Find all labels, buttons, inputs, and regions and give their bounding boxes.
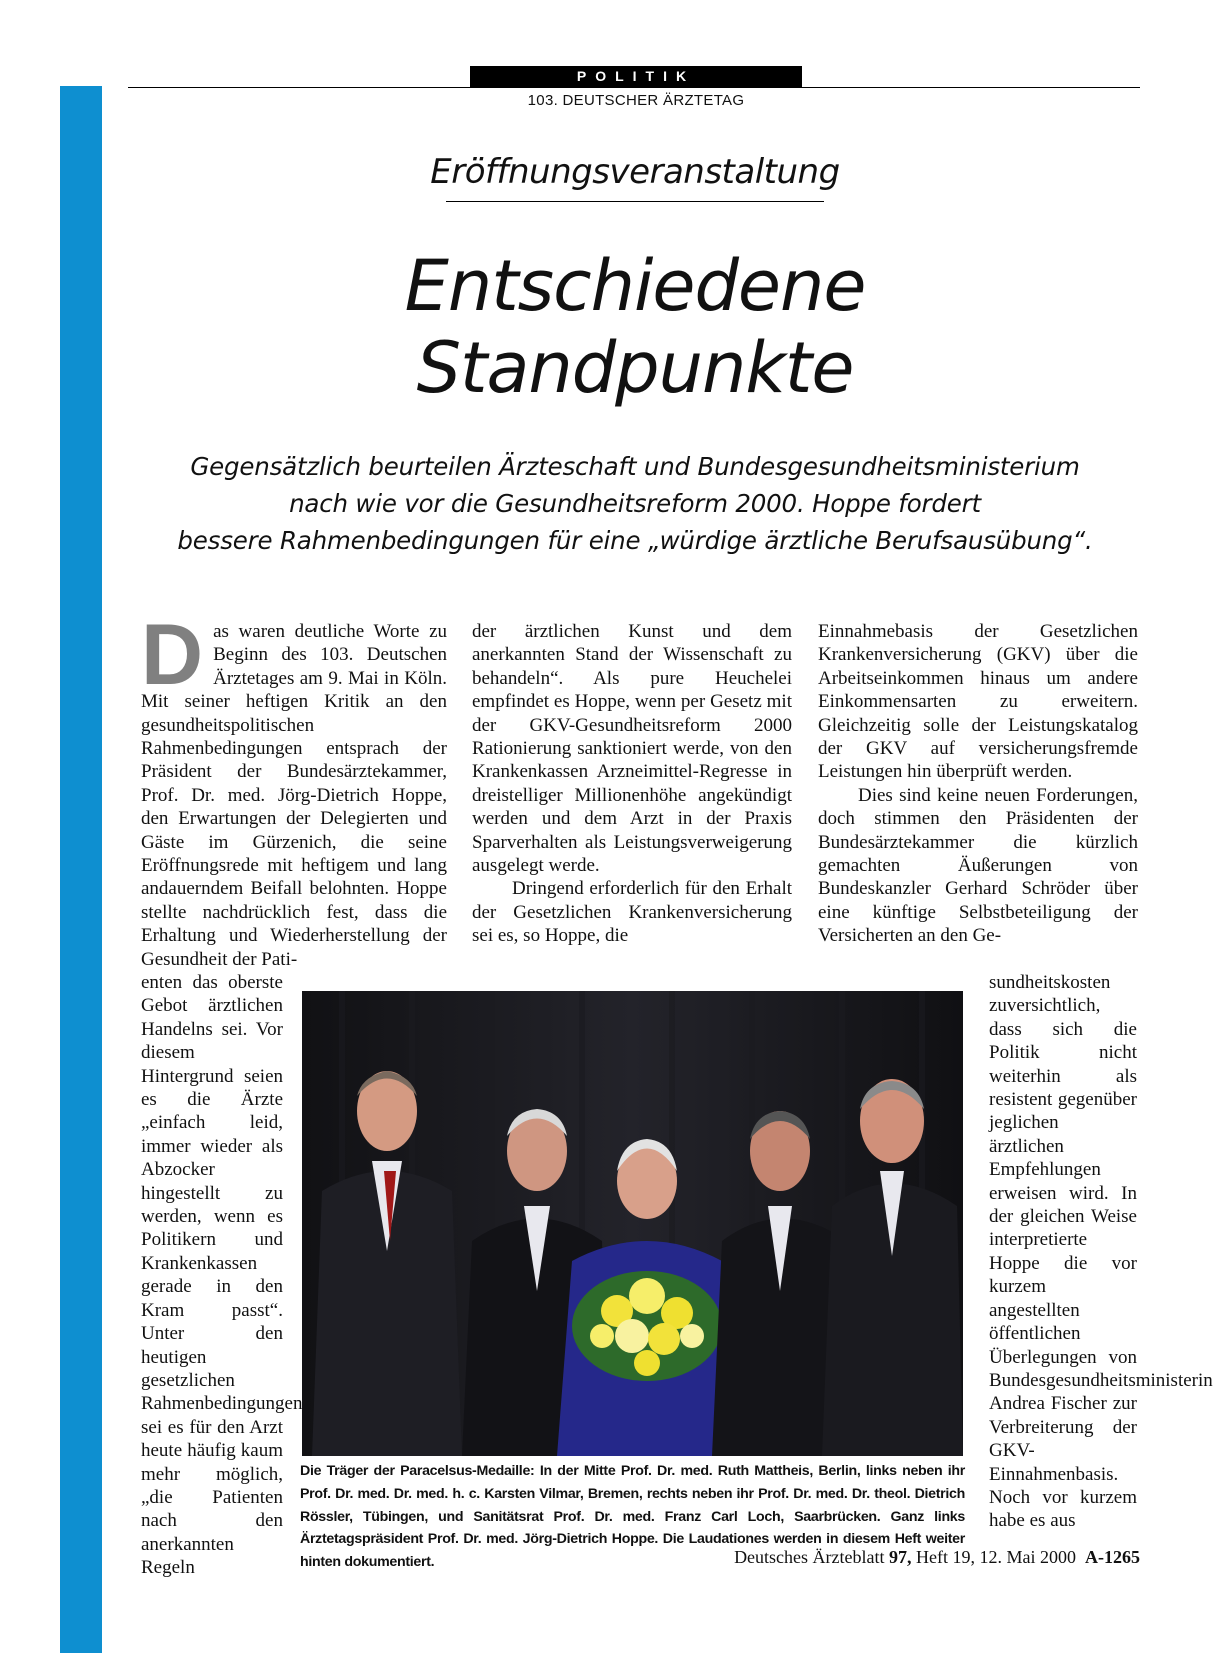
headline-line-2: Standpunkte bbox=[416, 327, 854, 409]
column-3-paragraph-1: Einnahmebasis der Gesetzlichen Krankenversicherung (GKV) über die Arbeitseinkommen hinaus um andere Einkommensarten zu erweitern. Gleichzeitig solle der Leistungskatalog der GKV auf versicherungsfremde Leistungen hin überprüft werden. bbox=[818, 621, 1138, 783]
photo-caption: Die Träger der Paracelsus-Medaille: In der Mitte Prof. Dr. med. Ruth Mattheis, Berlin, links neben ihr Prof. Dr. med. Dr. med. h. c. Karsten Vilmar, Bremen, rechts neben ihr Prof. Dr. med. Dr. theol. Dietrich Rössler, Tübingen, und Sanitätsrat Prof. Dr. med. Franz Carl Loch, Saarbrücken. Ganz links Ärztetagspräsident Prof. Dr. med. Jörg-Dietrich Hoppe. Die Laudationes werden in diesem Heft weiter hinten dokumentiert. bbox=[300, 1463, 965, 1571]
column-1-top bbox=[141, 607, 447, 971]
article-lead bbox=[140, 448, 1130, 559]
column-1-continuation: enten das oberste Gebot ärztlichen Handelns sei. Vor diesem Hintergrund seien es die Ärzte „einfach leid, immer wieder als Abzocker hingestellt zu werden, wenn es Politikern und Krankenkassen gerade in den Kram passt“. Unter den heutigen gesetzlichen Rahmenbedingungen sei es für den Arzt heute häufig kaum mehr möglich, „die Patienten nach den anerkannten Regeln bbox=[141, 972, 303, 1579]
footer-issue: Heft 19, 12. Mai 2000 bbox=[916, 1547, 1076, 1567]
lead-line-3: bessere Rahmenbedingungen für eine „würdige ärztliche Berufsausübung“. bbox=[177, 526, 1093, 555]
header-rule bbox=[128, 87, 1140, 88]
subsection-label: 103. DEUTSCHER ÄRZTETAG bbox=[527, 92, 745, 109]
headline-line-1: Entschiedene bbox=[404, 245, 866, 327]
article-kicker: Eröffnungsveranstaltung bbox=[430, 152, 840, 192]
flower-bouquet bbox=[572, 1271, 722, 1381]
column-2-paragraph-2: Dringend erforderlich für den Erhalt der Gesetzlichen Krankenversicherung sei es, so Hoppe, die bbox=[472, 878, 792, 947]
sidebar-color-bar bbox=[60, 86, 102, 1653]
page-footer bbox=[660, 1547, 1140, 1568]
column-1-bottom bbox=[141, 971, 303, 1580]
footer-journal: Deutsches Ärzteblatt bbox=[734, 1547, 885, 1567]
drop-cap: D bbox=[141, 607, 204, 703]
lead-line-1: Gegensätzlich beurteilen Ärzteschaft und Bundesgesundheitsministerium bbox=[190, 452, 1080, 481]
column-3-top bbox=[818, 620, 1138, 948]
section-label: POLITIK bbox=[470, 66, 802, 87]
lead-line-2: nach wie vor die Gesundheitsreform 2000. Hoppe fordert bbox=[289, 489, 981, 518]
column-3-bottom bbox=[989, 971, 1213, 1533]
photo-illustration bbox=[302, 991, 963, 1456]
column-3-continuation: sundheitskosten zuversichtlich, dass sich die Politik nicht weiterhin als resistent gegenüber jeglichen ärztlichen Empfehlungen erweisen wird. In der gleichen Weise interpretierte Hoppe die vor kurzem angestellten öffentlichen Überlegungen von Bundesgesundheitsministerin Andrea Fischer zur Verbreiterung der GKV-Einnahmenbasis. Noch vor kurzem habe es aus bbox=[989, 972, 1213, 1532]
column-2 bbox=[472, 620, 792, 948]
article-headline bbox=[250, 245, 1020, 409]
column-3-paragraph-2: Dies sind keine neuen Forderungen, doch stimmen den Präsidenten der Bundesärztekammer die kürzlich gemachten Äußerungen von Bundeskanzler Gerhard Schröder über eine künftige Selbstbeteiligung der Versicherten an den Ge- bbox=[818, 784, 1138, 947]
column-1-paragraph-1: as waren deutliche Worte zu Beginn des 103. Deutschen Ärztetages am 9. Mai in Köln. Mit seiner heftigen Kritik an den gesundheitspolitischen Rahmenbedingungen entsprach der Präsident der Bundesärztekammer, Prof. Dr. med. Jörg-Dietrich Hoppe, den Erwartungen der Delegierten und Gäste im Gürzenich, die seine Eröffnungsrede mit heftigem und lang andauerndem Beifall belohnten. Hoppe stellte nachdrücklich fest, dass die Erhaltung und Wiederherstellung der Gesundheit der Pati- bbox=[141, 621, 447, 970]
award-recipients-photo bbox=[302, 991, 963, 1456]
footer-volume: 97, bbox=[889, 1547, 912, 1567]
kicker-underline bbox=[446, 201, 824, 202]
footer-page-number: A-1265 bbox=[1085, 1547, 1140, 1567]
column-2-paragraph-1: der ärztlichen Kunst und dem anerkannten Stand der Wissenschaft zu behandeln“. Als pure Heuchelei empfindet es Hoppe, wenn per Gesetz mit der GKV-Gesundheitsreform 2000 Rationierung sanktioniert werde, von den Krankenkassen Arzneimittel-Regresse in dreistelliger Millionenhöhe angekündigt werden und dem Arzt in der Praxis Sparverhalten als Leistungsverweigerung ausgelegt werde. bbox=[472, 621, 792, 877]
